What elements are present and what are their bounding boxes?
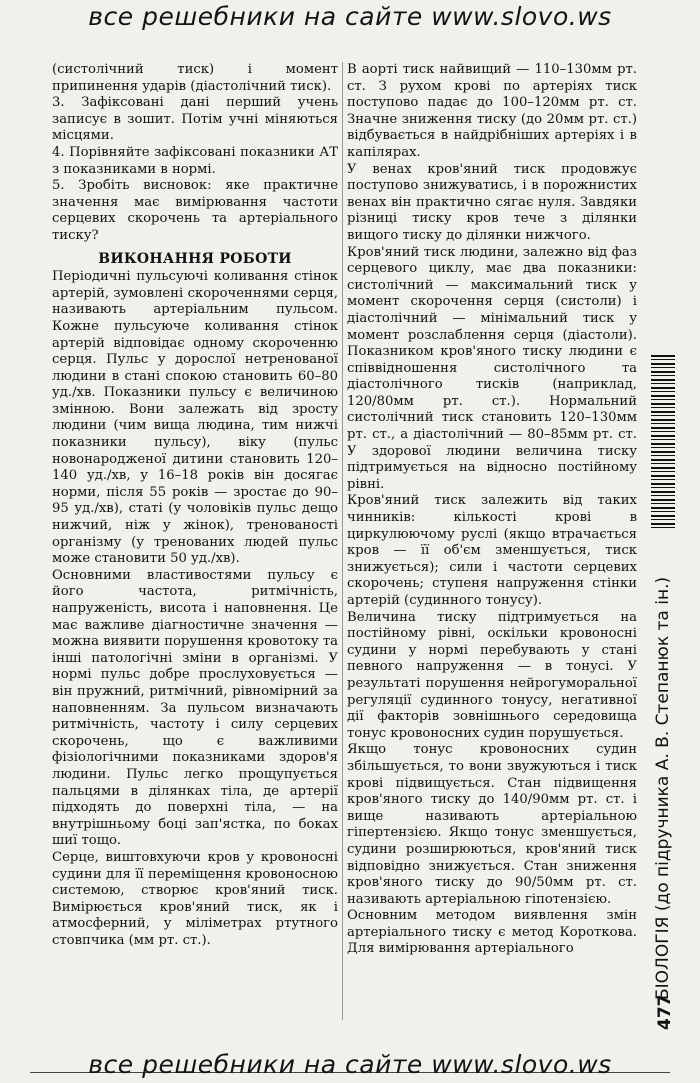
paragraph-hypertension: Якщо тонус кровоносних судин збільшується, то вони звужуються і тиск крові підвищується. Стан підвищення кров'яного тиску до 140/90мм рт. ст. і вище називають артеріальною гіпертензією. Якщо тонус зменшується, судини розширюються, кров'яний тиск відповідно знижується. Стан зниження кров'яного тиску до 90/50мм рт. ст. називають артеріальною гіпотензією. bbox=[347, 742, 637, 907]
paragraph-blood-pressure: Серце, виштовхуючи кров у кровоносні судини для її переміщення кровоносною системою, створює кров'яний тиск. Вимірюється кров'яний тиск, як і атмосферний, у міліметрах ртутного стовпчика (мм рт. ст.). bbox=[52, 849, 338, 948]
barcode-strip bbox=[651, 355, 675, 530]
instruction-step-5: 5. Зробіть висновок: яке практичне значення має вимірювання частоти серцевих скорочень та артеріального тиску? bbox=[52, 178, 338, 243]
book-title-sidebar: БІОЛОГІЯ (до підручника А. В. Степанюк та ін.) bbox=[653, 576, 673, 1000]
paragraph-tonus: Величина тиску підтримується на постійному рівні, оскільки кровоносні судини у нормі перебувають у стані певного напруження — в тонусі. У результаті порушення нейрогуморальної регуляції судинного тонусу, негативної дії факторів зовнішнього середовища тонус кровоносних судин порушується. bbox=[347, 609, 637, 741]
site-banner-top: все решебники на сайте www.slovo.ws bbox=[88, 2, 612, 31]
site-banner-bottom: все решебники на сайте www.slovo.ws bbox=[88, 1050, 612, 1079]
paragraph-factors: Кров'яний тиск залежить від таких чинників: кількості крові в циркулюючому руслі (якщо втрачається кров — її об'єм зменшується, тиск знижується); сили і частоти серцевих скорочень; ступеня напруження стінки артерій (судинного тонусу). bbox=[347, 493, 637, 608]
instruction-step-3: 3. Зафіксовані дані перший учень записує в зошит. Потім учні міняються місцями. bbox=[52, 95, 338, 144]
paragraph-pulse: Періодичні пульсуючі коливання стінок артерій, зумовлені скороченнями серця, називають артеріальним пульсом. Кожне пульсуюче коливання стінок артерій відповідає одному скороченню серця. Пульс у дорослої нетренованої людини в стані спокою становить 60–80 уд./хв. Показники пульсу є величиною змінною. Вони залежать від зросту людини (чим вища людина, тим нижчі показники пульсу), віку (пульс новонародженої дитини становить 120–140 уд./хв, у 16–18 років він досягає норми, після 55 років — зростає до 90–95 уд./хв), статі (у чоловіків пульс дещо нижчий, ніж у жінок), тренованості організму (у тренованих людей пульс може становити 50 уд./хв). bbox=[52, 269, 338, 567]
column-divider bbox=[342, 62, 343, 1020]
paragraph-korotkov: Основним методом виявлення змін артеріального тиску є метод Короткова. Для вимірювання артеріального bbox=[347, 908, 637, 957]
section-heading: ВИКОНАННЯ РОБОТИ bbox=[98, 250, 292, 267]
paragraph-systolic-diastolic: Кров'яний тиск людини, залежно від фаз серцевого циклу, має два показники: систолічний — максимальний тиск у момент скорочення серця (систоли) і діастолічний — мінімальний тиск у момент розслаблення серця (діастоли). Показником кров'яного тиску людини є співвідношення систолічного та діастолічного тисків (наприклад, 120/80мм рт. ст.). Нормальний систолічний тиск становить 120–130мм рт. ст., а діастолічний — 80–85мм рт. ст. У здорової людини величина тиску підтримується на відносно постійному рівні. bbox=[347, 244, 637, 492]
page-number: 477 bbox=[655, 994, 675, 1030]
instruction-line: (систолічний тиск) і момент припинення ударів (діастолічний тиск). bbox=[52, 62, 338, 94]
left-column bbox=[52, 62, 338, 949]
paragraph-pulse-properties: Основними властивостями пульсу є його частота, ритмічність, напруженість, висота і наповнення. Це має важливе діагностичне значення — можна виявити порушення кровотоку та інші патологічні зміни в організмі. У нормі пульс добре прослуховується — він пружний, ритмічний, рівномірний за наповненням. За пульсом визначають ритмічність, частоту і силу серцевих скорочень, що є важливими фізіологічними показниками здоров'я людини. Пульс легко прощупується пальцями в ділянках тіла, де артерії підходять до поверхні тіла, — на внутрішньому боці зап'ястка, по боках шиї тощо. bbox=[52, 567, 338, 849]
paragraph-veins: У венах кров'яний тиск продовжує поступово знижуватись, і в порожнистих венах він практично сягає нуля. Завдяки різниці тиску кров тече з ділянки вищого тиску до ділянки нижчого. bbox=[347, 161, 637, 243]
paragraph-aorta: В аорті тиск найвищий — 110–130мм рт. ст. З рухом крові по артеріях тиск поступово падає до 100–120мм рт. ст. Значне зниження тиску (до 20мм рт. ст.) відбувається в найдрібніших артеріях і в капілярах. bbox=[347, 62, 637, 160]
right-column bbox=[347, 62, 637, 958]
instruction-step-4: 4. Порівняйте зафіксовані показники АТ з показниками в нормі. bbox=[52, 144, 338, 177]
